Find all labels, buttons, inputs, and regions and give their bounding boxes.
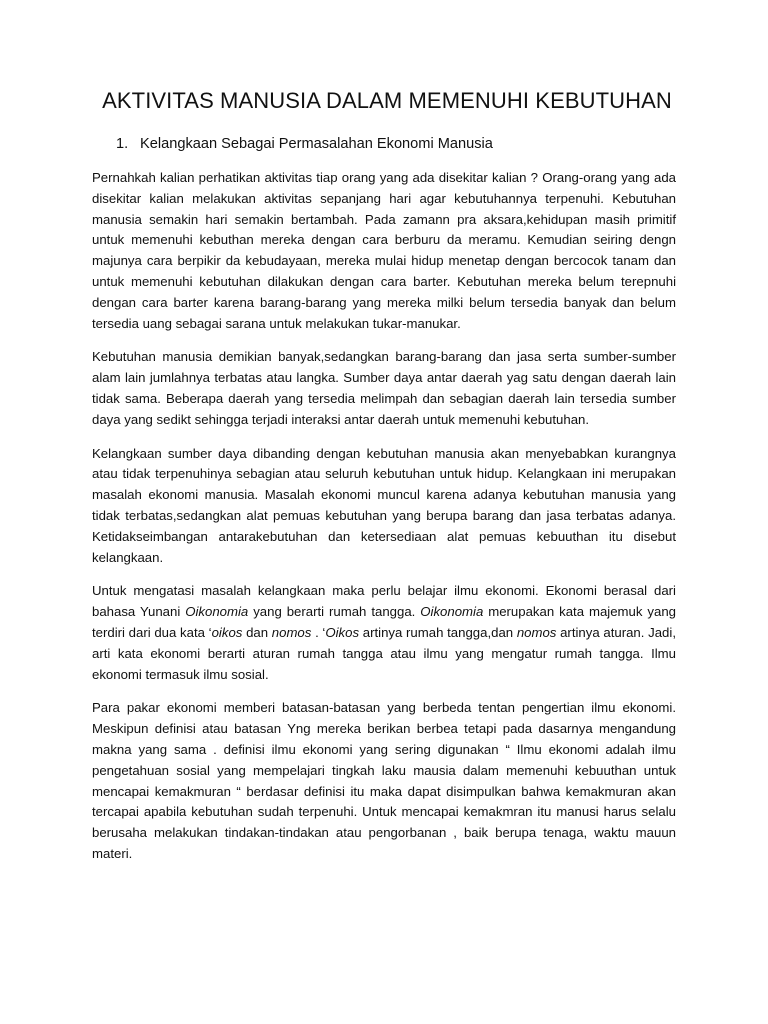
section-number: 1. <box>116 136 129 152</box>
paragraph-scarce-resources: Kebutuhan manusia demikian banyak,sedangkan barang-barang dan jasa serta sumber-sumber alam lain jumlahnya terbatas atau langka. Sumber daya antar daerah yag satu dengan daerah lain tidak sama. Beberapa daerah yang tersedia melimpah dan sebagian daerah lain tersedia sumber daya yang sedikt sehingga terjadi interaksi antar daerah untuk memenuhi kebutuhan. <box>92 349 676 427</box>
text-segment: dan <box>242 624 272 640</box>
text-segment: artinya aturan. Jadi, arti kata ekonomi berarti aturan rumah tangga atau ilmu yang mengatur rumah tangga. Ilmu ekonomi termasuk ilmu sosial. <box>92 624 676 682</box>
term-oikos: oikos <box>211 624 243 640</box>
text-segment: merupakan kata majemuk yang terdiri dari dua kata ‘ <box>92 604 676 640</box>
text-segment: Untuk mengatasi masalah kelangkaan maka perlu belajar ilmu ekonomi. Ekonomi berasal dari bahasa Yunani <box>92 583 676 620</box>
paragraph-economics-origin <box>92 581 676 685</box>
term-oikonomia: Oikonomia <box>420 604 484 620</box>
term-nomos: nomos <box>516 624 557 640</box>
body-text <box>92 168 676 878</box>
paragraph-economics-definition: Para pakar ekonomi memberi batasan-batasan yang berbeda tentan pengertian ilmu ekonomi. Meskipun definisi atau batasan Yng mereka berikan berbea tetapi pada dasarnya mengandung makna yang sama . definisi ilmu ekonomi yang sering digunakan “ Ilmu ekonomi adalah ilmu pengetahuan sosial yang mempelajari tingkah laku mausia dalam memenuhi kebuuthan untuk mencapai kemakmuran “ berdasar definisi itu maka dapat disimpulkan bahwa kemakmuran akan tercapai apabila kebutuhan sudah terpenuhi. Untuk mencapai kemakmran itu manusi harus selalu berusaha melakukan tindakan-tindakan atau pengorbanan , baik berupa tenaga, waktu mauun materi. <box>92 700 676 861</box>
section-heading <box>116 136 493 152</box>
text-segment: artinya rumah tangga,dan <box>359 624 517 640</box>
text-segment: yang berarti rumah tangga. <box>248 604 421 620</box>
term-nomos: nomos <box>271 624 312 640</box>
section-heading-text: Kelangkaan Sebagai Permasalahan Ekonomi Manusia <box>140 136 493 152</box>
document-title: AKTIVITAS MANUSIA DALAM MEMENUHI KEBUTUHAN <box>102 88 672 113</box>
term-oikonomia: Oikonomia <box>185 604 249 620</box>
term-oikos: Oikos <box>325 624 360 640</box>
paragraph-scarcity-problem: Kelangkaan sumber daya dibanding dengan kebutuhan manusia akan menyebabkan kurangnya atau tidak terpenuhinya sebagian atau seluruh kebutuhan untuk hidup. Kelangkaan ini merupakan masalah ekonomi manusia. Masalah ekonomi muncul karena adanya kebutuhan manusia yang tidak terbatas,sedangkan alat pemuas kebutuhan yang berupa barang dan jasa terbatas adanya. Ketidakseimbangan antarakebutuhan dan ketersediaan alat pemuas kebuuthan itu disebut kelangkaan. <box>92 445 676 565</box>
text-segment: . ‘ <box>311 624 326 640</box>
paragraph-needs-history: Pernahkah kalian perhatikan aktivitas tiap orang yang ada disekitar kalian ? Orang-orang yang ada disekitar kalian melakukan aktivitas sepanjang hari agar kebutuhannya terpenuhi. Kebutuhan manusia semakin hari semakin bertambah. Pada zamann pra aksara,kehidupan masih primitif untuk memenuhi kebuthan mereka dengan cara berburu da meramu. Kemudian seiring dengn majunya cara berpikir da kebudayaan, mereka mulai hidup menetap dengan bercocok tanam dan untuk memenuhi kebutuhan dilakukan dengan cara barter. Kebutuhan mereka belum terepnuhi dengan cara barter karena barang-barang yang mereka milki belum tersedia banyak dan belum tersedia uang sebagai sarana untuk melakukan tukar-manukar. <box>92 170 676 331</box>
